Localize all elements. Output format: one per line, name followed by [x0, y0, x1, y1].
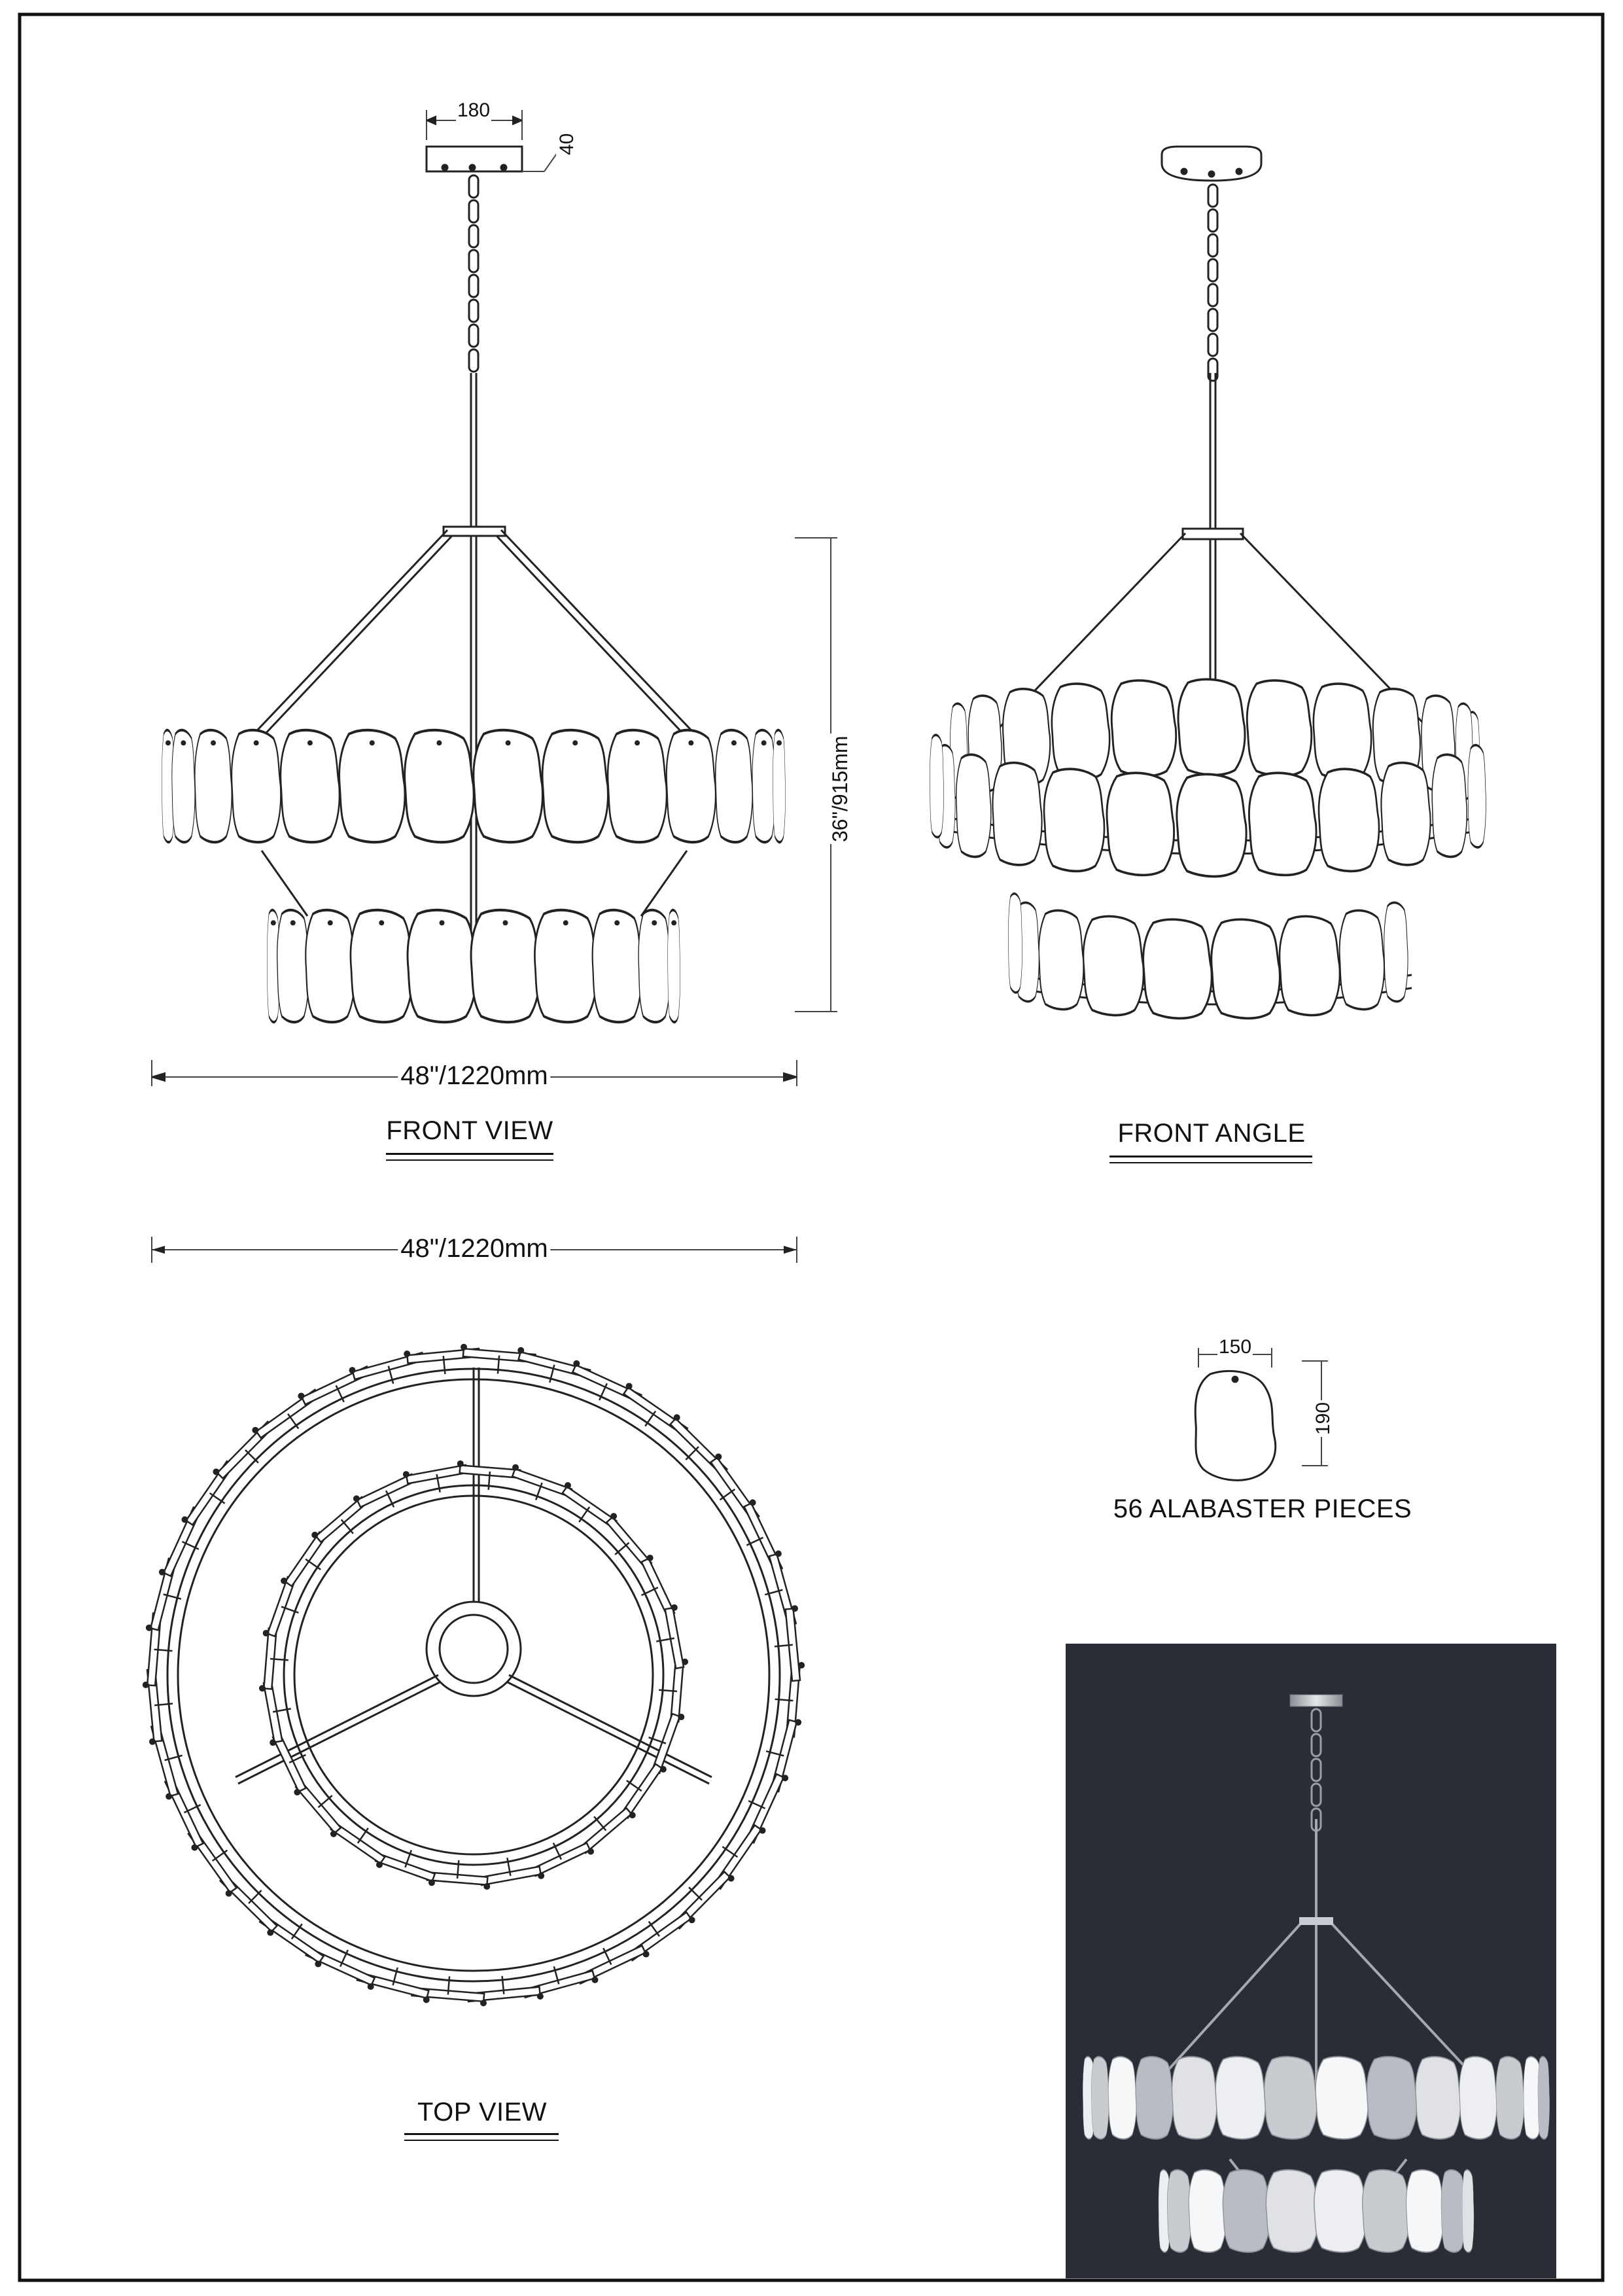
piece-width-label: 150 — [1218, 1336, 1252, 1358]
chain — [469, 175, 478, 372]
alabaster-piece — [930, 735, 943, 837]
alabaster-piece — [1247, 680, 1312, 776]
alabaster-piece — [992, 763, 1041, 865]
alabaster-piece — [405, 730, 474, 842]
lower-strut-left — [262, 851, 307, 916]
lower-ring-stones — [267, 910, 680, 1022]
alabaster-piece — [1177, 774, 1246, 876]
alabaster-piece — [773, 730, 785, 842]
product-render — [1066, 1644, 1556, 2278]
alabaster-piece — [668, 910, 680, 1022]
alabaster-piece — [351, 910, 413, 1022]
pieces-count-caption: 56 ALABASTER PIECES — [1113, 1494, 1412, 1523]
top-view-drawing — [143, 1344, 805, 2006]
alabaster-piece-detail — [1195, 1371, 1276, 1480]
alabaster-piece — [1008, 894, 1022, 993]
arm-right — [501, 530, 700, 739]
alabaster-piece — [408, 910, 476, 1022]
alabaster-piece — [542, 730, 608, 842]
alabaster-piece — [1319, 769, 1379, 871]
upper-ring-stones — [162, 730, 785, 842]
alabaster-piece — [1107, 773, 1174, 875]
alabaster-piece — [305, 910, 355, 1022]
hub — [444, 527, 505, 536]
canopy-width-label: 180 — [457, 99, 491, 121]
alabaster-piece — [1468, 745, 1486, 847]
piece-height-label: 190 — [1312, 1400, 1335, 1437]
alabaster-piece — [1083, 916, 1143, 1015]
alabaster-piece — [1432, 754, 1467, 857]
front-angle-underline — [1109, 1156, 1312, 1157]
alabaster-piece — [1111, 680, 1176, 776]
alabaster-piece — [1178, 679, 1245, 775]
alabaster-piece — [1381, 763, 1430, 865]
alabaster-piece — [1212, 919, 1280, 1018]
top-width-dimension-label: 48"/1220mm — [398, 1234, 550, 1263]
alabaster-piece — [1143, 919, 1212, 1018]
top-view-caption: TOP VIEW — [417, 2098, 548, 2127]
alabaster-piece — [281, 730, 340, 842]
front-view-underline — [386, 1153, 553, 1155]
alabaster-piece — [474, 730, 543, 842]
alabaster-piece — [638, 910, 670, 1022]
alabaster-piece — [1280, 916, 1340, 1015]
canopy-height-label: 40 — [556, 132, 578, 157]
alabaster-piece — [716, 730, 753, 842]
alabaster-piece — [340, 730, 405, 842]
alabaster-piece — [667, 730, 716, 842]
alabaster-piece — [956, 754, 991, 857]
alabaster-piece — [1384, 902, 1408, 1001]
alabaster-piece — [752, 730, 775, 842]
lower-ring-stones — [1008, 894, 1408, 1019]
alabaster-piece — [1039, 910, 1083, 1009]
front-angle-drawing — [930, 147, 1486, 1018]
lower-strut-right — [641, 851, 687, 916]
hub — [1183, 529, 1243, 539]
alabaster-piece — [1249, 773, 1316, 875]
alabaster-piece-top — [480, 1867, 541, 1885]
height-dimension-label: 36"/915mm — [828, 733, 852, 844]
alabaster-piece-top — [406, 1465, 467, 1483]
top-view-underline — [404, 2133, 559, 2135]
alabaster-piece — [1044, 769, 1104, 871]
alabaster-piece — [1052, 684, 1109, 779]
front-view-drawing — [162, 147, 785, 1022]
alabaster-piece — [172, 730, 195, 842]
alabaster-piece — [471, 910, 540, 1022]
alabaster-piece — [1340, 910, 1384, 1009]
arm-left — [249, 530, 447, 739]
front-view-caption: FRONT VIEW — [386, 1116, 553, 1145]
alabaster-piece — [593, 910, 642, 1022]
alabaster-piece — [534, 910, 597, 1022]
alabaster-piece — [608, 730, 667, 842]
alabaster-piece — [195, 730, 232, 842]
alabaster-piece — [232, 730, 281, 842]
chain — [1208, 185, 1217, 381]
front-angle-caption: FRONT ANGLE — [1117, 1119, 1306, 1148]
front-width-dimension-label: 48"/1220mm — [398, 1061, 550, 1091]
alabaster-piece — [277, 910, 309, 1022]
alabaster-piece — [1314, 684, 1371, 779]
